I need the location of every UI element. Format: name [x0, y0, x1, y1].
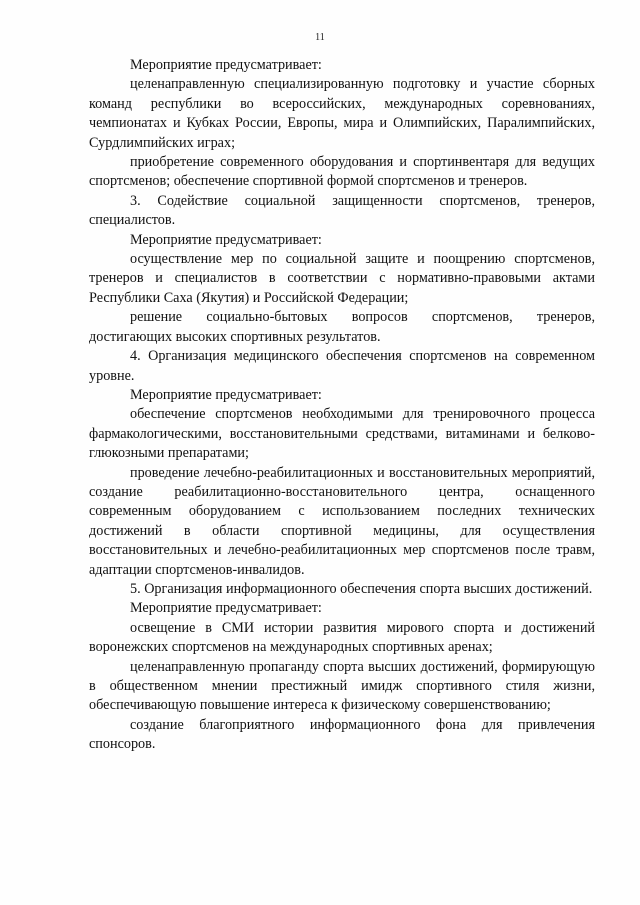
section-heading-5: 5. Организация информационного обеспечения спорта высших достижений.: [130, 580, 593, 597]
paragraph-propaganda: целенаправленную пропаганду спорта высших достижений, формирующую в общественном мнении престижный имидж спортивного стиля жизни, обеспечивающую повышение интереса к физическому совершенствованию;: [89, 658, 595, 714]
paragraph-media: освещение в СМИ истории развития мирового спорта и достижений воронежских спортсменов на международных спортивных аренах;: [89, 619, 595, 656]
paragraph-pharmacology: обеспечение спортсменов необходимыми для тренировочного процесса фармакологическими, восстановительными средствами, витаминами и белково-глюкозными препаратами;: [89, 406, 595, 462]
paragraph-intro-4: Мероприятие предусматривает:: [130, 600, 322, 617]
paragraph-sponsors: создание благоприятного информационного фона для привлечения спонсоров.: [89, 716, 595, 753]
paragraph-intro-1: Мероприятие предусматривает:: [130, 57, 322, 73]
paragraph-social-issues: решение социально-бытовых вопросов спортсменов, тренеров, достигающих высоких спортивных результатов.: [89, 309, 595, 345]
page-number: 11: [315, 32, 325, 43]
paragraph-equipment: приобретение современного оборудования и спортинвентаря для ведущих спортсменов; обеспечение спортивной формой спортсменов и тренеров.: [89, 154, 595, 190]
paragraph-team-training: целенаправленную специализированную подготовку и участие сборных команд республики во всероссийских, международных соревнованиях, чемпионатах и Кубках России, Европы, мира и Олимпийских, Паралимпийских, Сурдлимпийских играх;: [89, 76, 595, 151]
paragraph-intro-3: Мероприятие предусматривает:: [130, 386, 322, 403]
paragraph-rehabilitation: проведение лечебно-реабилитационных и восстановительных мероприятий, создание реабилитационно-восстановительного центра, оснащенного современным оборудованием с использованием последних технических достижений в области спортивной медицины, для осуществления восстановительных и лечебно-реабилитационных мер спортсменов после травм, адаптации спортсменов-инвалидов.: [89, 464, 595, 578]
paragraph-intro-2: Мероприятие предусматривает:: [130, 231, 322, 248]
paragraph-social-protection: осуществление мер по социальной защите и поощрению спортсменов, тренеров и специалистов в соответствии с нормативно-правовыми актами Республики Саха (Якутия) и Российской Федерации;: [89, 251, 595, 306]
section-heading-4: 4. Организация медицинского обеспечения спортсменов на современном уровне.: [89, 348, 595, 384]
document-body: [89, 56, 595, 755]
section-heading-3: 3. Содействие социальной защищенности спортсменов, тренеров, специалистов.: [89, 192, 595, 229]
